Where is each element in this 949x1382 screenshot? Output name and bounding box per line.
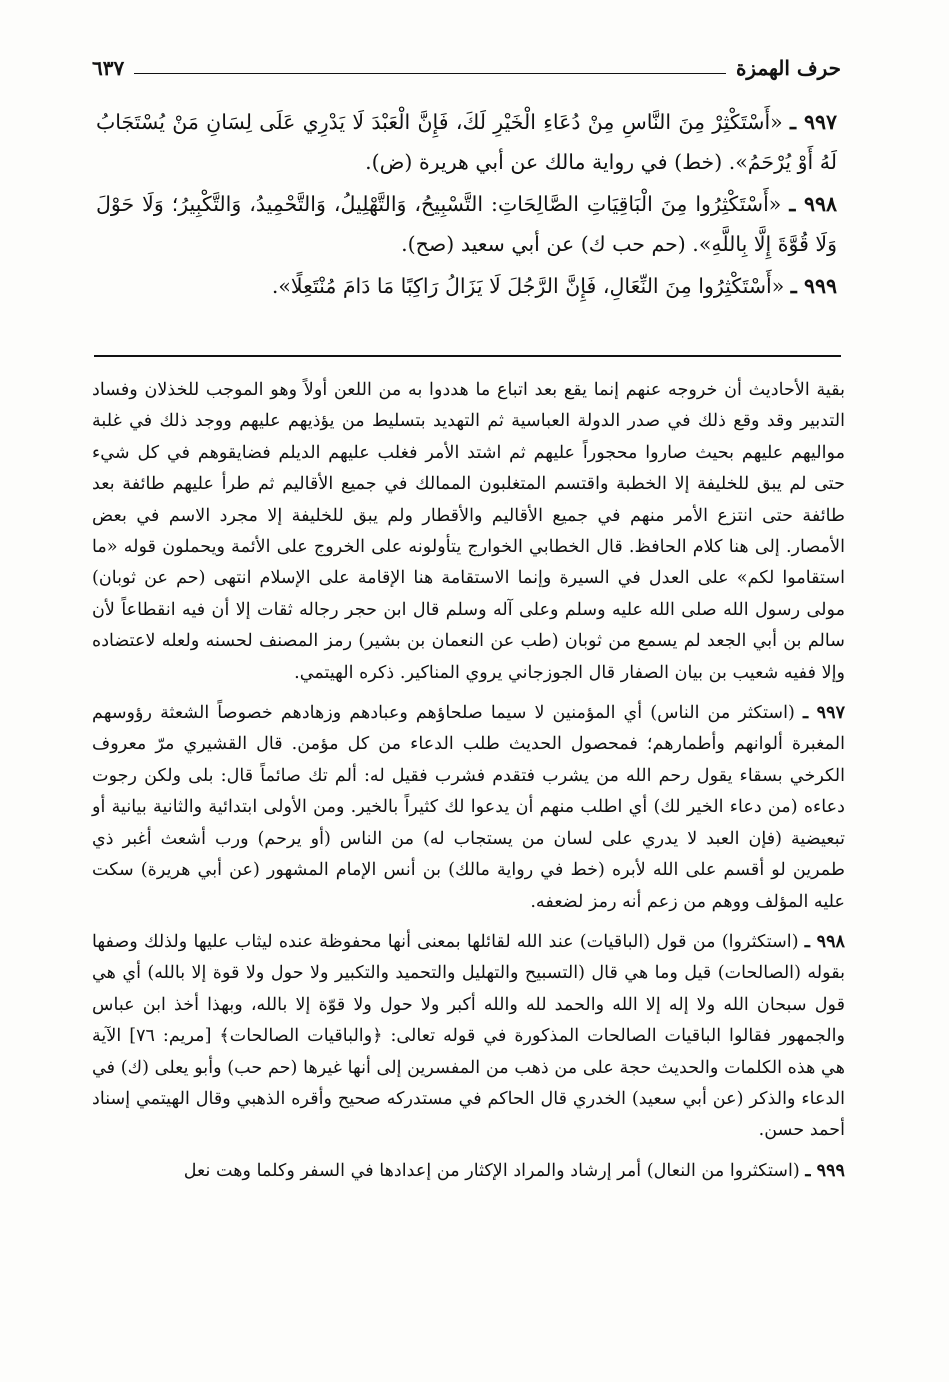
- hadith-entry: [96, 102, 837, 182]
- hadith-entry: [96, 266, 837, 306]
- commentary-number: ٩٩٧ ـ: [802, 702, 846, 724]
- page-header: [92, 50, 841, 86]
- commentary-text: (استكثروا) من قول (الباقيات) عند الله لقائلها بمعنى أنها محفوظة عنده ليثاب عليها ولذلك وصفها بقوله (الصالحات) قيل وما هي قال (التسبيح والتهليل والتحميد والتكبير ولا حول ولا قوة إلا بالله) أي هي قول سبحان الله ولا إله إلا الله والحمد لله والله أكبر ولا حول ولا قوّة إلا بالله، وبهذا أخذ ابن عباس والجمهور فقالوا الباقيات الصالحات المذكورة في قوله تعالى: ﴿والباقيات الصالحات﴾ [مريم: ٧٦] الآية هي هذه الكلمات والحديث حجة على من ذهب من المفسرين إلى أنها غيرها (حم حب) وأبو يعلى (ك) في الدعاء والذكر (عن أبي سعيد) الخدري قال الحاكم في مستدركه صحيح وأقره الذهبي وقال الهيتمي إسناد أحمد حسن.: [92, 931, 845, 1141]
- page-number: ٦٣٧: [92, 56, 125, 80]
- hadith-source: (خط) في رواية مالك عن أبي هريرة (ض).: [365, 150, 723, 174]
- commentary-number: ٩٩٨ ـ: [804, 930, 846, 952]
- commentary-paragraph: [92, 697, 845, 918]
- hadith-source: (حم حب ك) عن أبي سعيد (صح).: [401, 232, 686, 256]
- hadith-number: ٩٩٩ ـ: [790, 274, 837, 298]
- commentary-number: ٩٩٩ ـ: [805, 1159, 845, 1181]
- commentary-paragraph: [92, 374, 845, 689]
- commentary-text: (استكثر من الناس) أي المؤمنين لا سيما صلحاؤهم وعبادهم وزهادهم خصوصاً الشعثة رؤوسهم المغبرة ألوانهم وأطمارهم؛ فمحصول الحديث طلب الدعاء من كل مؤمن. قال القشيري مرّ معروف الكرخي بسقاء يقول رحم الله من يشرب فتقدم فشرب فقيل له: ألم تك صائماً قال: بلى ولكن رجوت دعاءه (من دعاء الخير لك) أي اطلب منهم أن يدعوا لك كثيراً بالخير. ومن الأولى ابتدائية والثانية بيانية أو تبعيضية (فإن العبد لا يدري على لسان من يستجاب له) من الناس (أو يرحم) ورب أشعث أغبر ذي طمرين لو أقسم على الله لأبره (خط في رواية مالك) بن أنس الإمام المشهور (عن أبي هريرة) سكت عليه المؤلف ووهم من زعم أنه رمز لضعفه.: [92, 703, 845, 912]
- chapter-title: حرف الهمزة: [735, 56, 841, 80]
- hadith-text: «أَسْتَكْثِرْ مِنَ النَّاسِ مِنْ دُعَاءِ الْخَيْرِ لَكَ، فَإِنَّ الْعَبْدَ لَا يَدْرِي عَلَى لِسَانِ مَنْ يُسْتَجَابُ لَهُ أَوْ يُرْحَمُ».: [96, 110, 837, 174]
- section-divider: [94, 355, 841, 357]
- header-rule: [134, 73, 726, 74]
- commentary-paragraph: [92, 1155, 845, 1187]
- commentary-paragraph: [92, 926, 845, 1147]
- commentary-text: (استكثروا من النعال) أمر إرشاد والمراد الإكثار من إعدادها في السفر وكلما وهت نعل: [183, 1160, 800, 1181]
- commentary-section: [92, 374, 845, 1195]
- hadith-section: [96, 102, 837, 308]
- hadith-text: «أَسْتَكْثِرُوا مِنَ النِّعَالِ، فَإِنَّ الرَّجُلَ لَا يَزَالُ رَاكِبًا مَا دَامَ مُنْتَعِلًا».: [271, 274, 785, 298]
- hadith-number: ٩٩٧ ـ: [790, 110, 837, 134]
- hadith-text: «أَسْتَكْثِرُوا مِنَ الْبَاقِيَاتِ الصَّالِحَاتِ: التَّسْبِيحُ، وَالتَّهْلِيلُ، وَالتَّحْمِيدُ، وَالتَّكْبِيرُ؛ وَلَا حَوْلَ وَلَا قُوَّةَ إِلَّا بِاللَّهِ».: [96, 192, 837, 256]
- hadith-entry: [96, 184, 837, 264]
- hadith-number: ٩٩٨ ـ: [789, 192, 837, 216]
- commentary-text: بقية الأحاديث أن خروجه عنهم إنما يقع بعد اتباع ما هددوا به من اللعن أولاً وهو الموجب للخذلان وفساد التدبير وقد وقع ذلك في صدر الدولة العباسية ثم التهديد بتسليط من يؤذيهم عليهم ووجد ذلك في غلبة مواليهم عليهم بحيث صاروا محجوراً عليهم ثم اشتد الأمر فغلب عليهم الديلم فضايقوهم في كل شيء حتى لم يبق للخليفة إلا الخطبة واقتسم المتغلبون الممالك في جميع الأقاليم ثم طرأ عليهم طائفة بعد طائفة حتى انتزع الأمر منهم في جميع الأقاليم والأقطار ولم يبق للخليفة إلا مجرد الاسم في بعض الأمصار. إلى هنا كلام الحافظ. قال الخطابي الخوارج يتأولونه على الخروج على الأئمة ويحملون قوله «ما استقاموا لكم» على العدل في السيرة وإنما الاستقامة هنا الإقامة على الإسلام انتهى (حم عن ثوبان) مولى رسول الله صلى الله عليه وسلم وعلى آله وسلم قال ابن حجر رجاله ثقات إلا أن فيه انقطاعاً لأن سالم بن أبي الجعد لم يسمع من ثوبان (طب عن النعمان بن بشير) رمز المصنف لحسنه ولعله لاعتضاده وإلا ففيه شعيب بن بيان الصفار قال الجوزجاني يروي المناكير. ذكره الهيتمي.: [92, 380, 845, 683]
